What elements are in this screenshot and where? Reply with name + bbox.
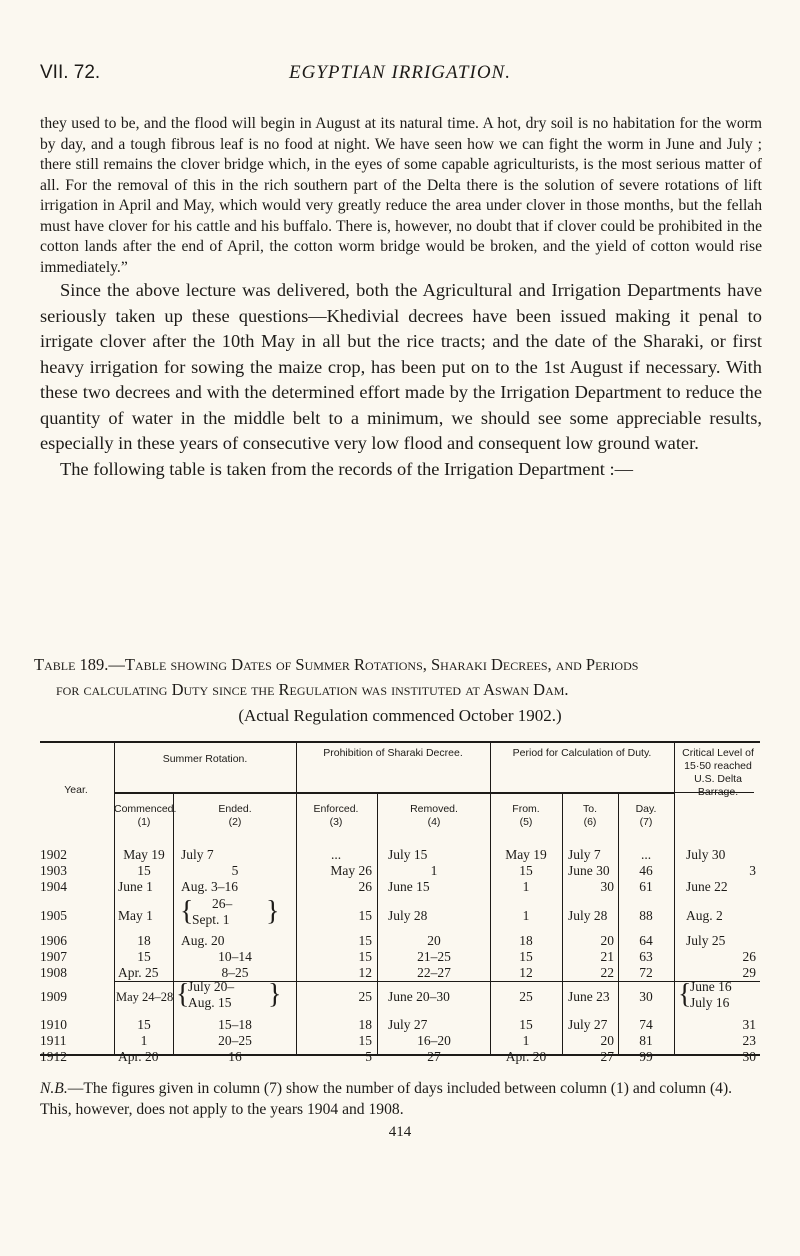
cell-critical: Aug. 2 [686, 908, 723, 923]
cell-day: 72 [639, 965, 653, 980]
cell-ended-bracketed [180, 896, 294, 928]
cell-to: 20 [600, 1033, 614, 1048]
cell-enforced: 12 [358, 965, 372, 980]
header-commenced: Commenced. (1) [114, 803, 177, 828]
cell-removed: 1 [430, 863, 438, 878]
cell-day: 74 [639, 1017, 653, 1032]
header-summer-rotation: Summer Rotation. [162, 753, 248, 765]
cell-commenced: May 1 [118, 908, 153, 923]
cell-ended-line2: Aug. 15 [188, 995, 232, 1010]
col-divider [490, 741, 491, 1056]
cell-ended: Aug. 20 [181, 933, 225, 948]
cell-year: 1907 [40, 949, 67, 964]
cell-from: 15 [519, 1017, 533, 1032]
cell-from: 18 [519, 933, 533, 948]
cell-to: 27 [600, 1049, 614, 1064]
cell-from: 15 [519, 863, 533, 878]
cell-from: 25 [519, 989, 533, 1004]
col-divider [377, 793, 378, 1056]
header-prohibition: Prohibition of Sharaki Decree. [323, 747, 463, 759]
cell-from: Apr. 20 [505, 1049, 547, 1064]
duty-table [40, 741, 760, 1056]
cell-from: 1 [522, 908, 530, 923]
cell-day: 46 [639, 863, 653, 878]
cell-from: 1 [522, 879, 530, 894]
cell-to: July 7 [568, 847, 601, 862]
cell-enforced: 15 [358, 1033, 372, 1048]
cell-year: 1910 [40, 1017, 67, 1032]
cell-from: 12 [519, 965, 533, 980]
cell-day: ... [640, 847, 652, 862]
cell-removed: 27 [427, 1049, 441, 1064]
cell-critical: 3 [749, 863, 756, 878]
header-day: Day. (7) [635, 803, 657, 828]
cell-commenced: 15 [137, 949, 151, 964]
cell-commenced: 15 [137, 863, 151, 878]
cell-ended-line2: Sept. 1 [192, 912, 230, 927]
cell-removed: July 27 [388, 1017, 428, 1032]
cell-ended-line1: July 20– [188, 979, 235, 994]
col-divider [296, 741, 297, 1056]
cell-to: 21 [600, 949, 614, 964]
cell-day: 61 [639, 879, 653, 894]
cell-from: 1 [522, 1033, 530, 1048]
header-year: Year. [64, 784, 88, 796]
header-subrule-2 [114, 793, 674, 794]
cell-year: 1912 [40, 1049, 67, 1064]
cell-enforced: ... [330, 847, 342, 862]
cell-day: 64 [639, 933, 653, 948]
cell-ended: 15–18 [218, 1017, 252, 1032]
left-brace-icon: { [176, 979, 190, 1010]
cell-year: 1911 [40, 1033, 67, 1048]
cell-enforced: 15 [358, 908, 372, 923]
cell-ended-bracketed [176, 979, 294, 1011]
paragraph-1: they used to be, and the flood will begin in August at its natural time. A hot, dry soil is no habitation for the worm by day, and a tough fibrous leaf is no food at night. We have seen how we can fight the worm in June and July ; there still remains the clover bridge which, in the eyes of some capable agriculturists, is the most serious matter of all. For the removal of this in the rich southern part of the Delta there is the solution of severe rotations of lift irrigation in April and May, which would very greatly reduce the area under clover in those months, but the fellah must have clover for his cattle and his buffalo. There is, however, no doubt that if clover could be prohibited in the cotton lands after the end of April, the cotton worm bridge would be broken, and the yield of cotton would rise immediately.” [40, 115, 762, 276]
cell-commenced: 15 [137, 1017, 151, 1032]
cell-commenced: 1 [140, 1033, 148, 1048]
table-subcaption: (Actual Regulation commenced October 1902.) [238, 706, 562, 725]
cell-ended: 10–14 [218, 949, 252, 964]
cell-enforced: 25 [358, 989, 372, 1004]
cell-year: 1908 [40, 965, 67, 980]
col-divider [674, 741, 675, 1056]
cell-removed: 16–20 [417, 1033, 451, 1048]
cell-commenced: Apr. 20 [118, 1049, 159, 1064]
running-header [40, 62, 760, 86]
footnote-text: —The figures given in column (7) show the number of days included between column (1) and column (4). This, however, does not apply to the years 1904 and 1908. [40, 1080, 733, 1118]
chapter-reference: VII. 72. [40, 62, 101, 83]
footnote-label: N.B. [40, 1080, 68, 1097]
cell-critical: July 30 [686, 847, 726, 862]
right-brace-icon: } [268, 979, 282, 1010]
page-number: 414 [388, 1124, 412, 1140]
cell-critical: 31 [742, 1017, 756, 1032]
cell-critical: 29 [742, 965, 756, 980]
paragraph-2: Since the above lecture was delivered, both the Agricultural and Irrigation Departments have seriously taken up these questions—Khedivial decrees have been issued making it penal to irrigate clover after the 10th May in all but the rice tracts; and the date of the Sharaki, or first heavy irrigation for sowing the maize crop, has been put on to the 1st August if necessary. With these two decrees and with the determined effort made by the Irrigation Department to reduce the quantity of water in the middle belt to a minimum, we should see some appreciable results, especially in these years of consecutive very low flood and consequent low ground water. [40, 280, 762, 453]
cell-ended: 16 [228, 1049, 242, 1064]
cell-critical: July 25 [686, 933, 726, 948]
caption-line-2: for calculating Duty since the Regulation was instituted at Aswan Dam. [56, 680, 569, 699]
cell-year: 1909 [40, 989, 67, 1004]
cell-to: June 23 [568, 989, 610, 1004]
cell-to: July 27 [568, 1017, 608, 1032]
cell-from: May 19 [505, 847, 547, 862]
cell-to: June 30 [568, 863, 610, 878]
header-to: To. (6) [582, 803, 597, 828]
cell-enforced: May 26 [330, 863, 372, 878]
header-ended: Ended. (2) [218, 803, 252, 828]
left-brace-icon: { [180, 896, 194, 927]
cell-year: 1902 [40, 847, 67, 862]
cell-removed: June 20–30 [388, 989, 450, 1004]
cell-year: 1903 [40, 863, 67, 878]
cell-critical: 26 [742, 949, 756, 964]
cell-enforced: 15 [358, 933, 372, 948]
cell-to: 22 [600, 965, 614, 980]
cell-enforced: 5 [365, 1049, 372, 1064]
right-brace-icon: } [266, 896, 280, 927]
header-period: Period for Calculation of Duty. [512, 747, 652, 759]
cell-day: 30 [639, 989, 653, 1004]
cell-year: 1904 [40, 879, 67, 894]
cell-enforced: 15 [358, 949, 372, 964]
cell-year: 1905 [40, 908, 67, 923]
cell-day: 81 [639, 1033, 653, 1048]
cell-critical: June 22 [686, 879, 728, 894]
cell-critical: 23 [742, 1033, 756, 1048]
cell-removed: July 28 [388, 908, 428, 923]
cell-enforced: 26 [358, 879, 372, 894]
cell-commenced: 18 [137, 933, 151, 948]
cell-to: 20 [600, 933, 614, 948]
cell-ended: July 7 [181, 847, 214, 862]
cell-removed: 22–27 [417, 965, 451, 980]
col-divider [562, 793, 563, 1056]
paragraph-3: The following table is taken from the records of the Irrigation Department :— [60, 458, 633, 479]
cell-commenced: May 19 [123, 847, 165, 862]
col-divider [114, 741, 115, 1056]
table-top-rule [40, 741, 760, 743]
cell-year: 1906 [40, 933, 67, 948]
left-brace-icon: { [678, 979, 692, 1010]
header-critical: Critical Level of 15·50 reached U.S. Delta Barrage. [682, 747, 754, 798]
caption-line-1: Table 189.—Table showing Dates of Summer Rotations, Sharaki Decrees, and Periods [34, 655, 639, 674]
cell-removed: 20 [427, 933, 441, 948]
footnote [40, 1078, 762, 1120]
table-caption [34, 652, 770, 702]
cell-to: 30 [600, 879, 614, 894]
cell-ended: Aug. 3–16 [181, 879, 238, 894]
cell-ended: 8–25 [221, 965, 249, 980]
cell-removed: July 15 [388, 847, 428, 862]
header-removed: Removed. (4) [410, 803, 458, 828]
cell-commenced: June 1 [118, 879, 153, 894]
cell-day: 88 [639, 908, 653, 923]
cell-critical-bracketed [678, 979, 758, 1011]
header-from: From. (5) [512, 803, 540, 828]
cell-critical: 30 [742, 1049, 756, 1064]
cell-from: 15 [519, 949, 533, 964]
cell-critical-line1: June 16 [690, 979, 732, 994]
cell-ended-line1: 26– [212, 896, 233, 911]
cell-ended: 20–25 [218, 1033, 252, 1048]
table-row [40, 1049, 760, 1069]
cell-enforced: 18 [358, 1017, 372, 1032]
cell-removed: 21–25 [417, 949, 451, 964]
cell-to: July 28 [568, 908, 608, 923]
cell-critical-line2: July 16 [690, 995, 730, 1010]
cell-ended: 5 [231, 863, 239, 878]
cell-removed: June 15 [388, 879, 430, 894]
cell-day: 99 [639, 1049, 653, 1064]
body-text [40, 114, 762, 482]
cell-day: 63 [639, 949, 653, 964]
header-enforced: Enforced. (3) [313, 803, 359, 828]
book-title: EGYPTIAN IRRIGATION. [289, 62, 511, 83]
cell-commenced: May 24–28 [116, 990, 174, 1004]
cell-commenced: Apr. 25 [118, 965, 159, 980]
